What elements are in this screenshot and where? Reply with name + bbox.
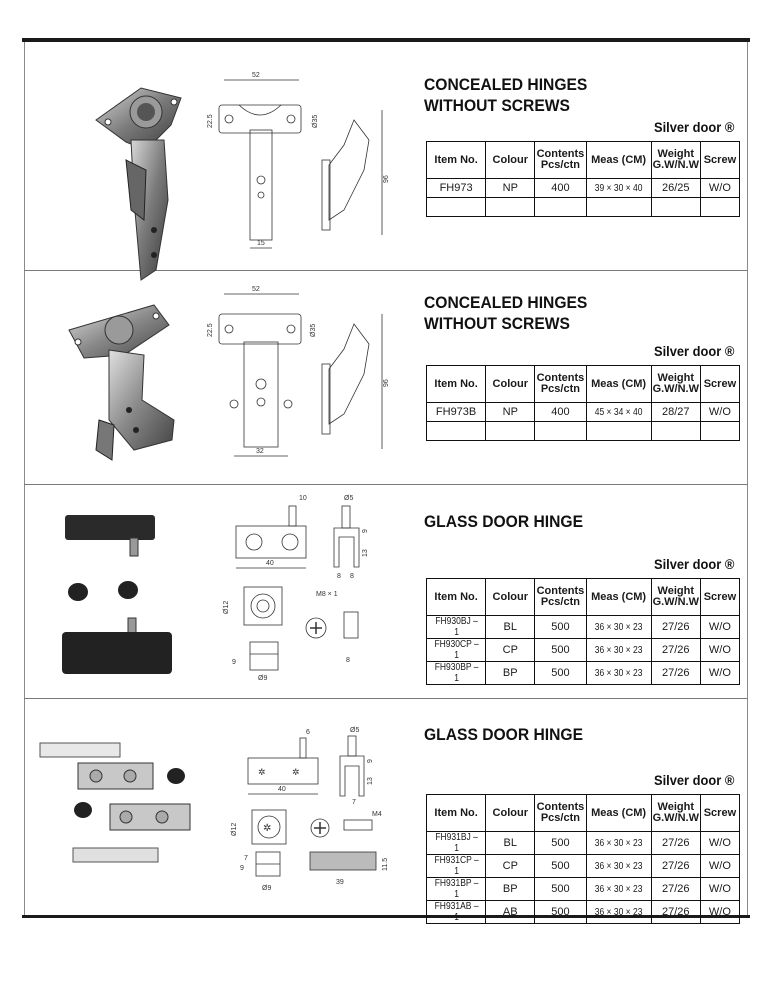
col-header: Meas (CM) — [586, 579, 651, 616]
table-cell: 28/27 — [651, 403, 700, 422]
table-cell: 500 — [535, 901, 586, 924]
dim-label: 39 — [336, 879, 344, 886]
table-cell: FH930CP – 1 — [431, 639, 481, 662]
table-cell: FH931CP – 1 — [431, 855, 481, 878]
product-section-fh930 — [24, 484, 748, 698]
table-cell — [486, 422, 535, 441]
table-cell — [486, 198, 535, 217]
table-cell: 36 × 30 × 23 — [591, 832, 646, 855]
table-cell: CP — [486, 855, 535, 878]
table-cell: 500 — [535, 616, 586, 639]
table-cell: 500 — [535, 855, 586, 878]
table-row — [427, 422, 740, 441]
table-cell: NP — [486, 179, 535, 198]
col-header: Item No. — [427, 142, 486, 179]
table-cell: CP — [486, 639, 535, 662]
table-cell: FH973 — [427, 179, 486, 198]
col-header: Meas (CM) — [586, 795, 651, 832]
table-cell: W/O — [700, 179, 739, 198]
product-section-fh973 — [24, 42, 748, 270]
product-section-fh931 — [24, 698, 748, 923]
dim-label: 7 — [352, 799, 356, 806]
col-header: Weight G.W/N.W — [651, 142, 700, 179]
dim-label: Ø35 — [310, 323, 317, 337]
hinge-photo — [64, 300, 204, 475]
section-title: GLASS DOOR HINGE — [424, 512, 584, 531]
table-cell — [427, 198, 486, 217]
table-cell — [427, 422, 486, 441]
table-cell: W/O — [700, 403, 739, 422]
table-cell — [586, 422, 651, 441]
spec-table — [426, 794, 740, 924]
table-cell: 36 × 30 × 23 — [591, 662, 646, 685]
dim-label: Ø9 — [258, 675, 268, 682]
dim-label: M4 — [372, 811, 382, 818]
table-cell: 27/26 — [651, 832, 700, 855]
spec-table — [426, 578, 740, 685]
table-cell: BL — [486, 616, 535, 639]
dim-label: 15 — [257, 240, 265, 247]
table-cell: W/O — [700, 901, 739, 924]
dim-label: 9 — [367, 759, 374, 763]
table-cell: W/O — [700, 832, 739, 855]
dim-label: 22.5 — [207, 323, 214, 337]
dim-label: 6 — [306, 729, 310, 736]
section-subtitle: Silver door ® — [653, 772, 734, 788]
table-cell: W/O — [700, 878, 739, 901]
table-cell — [700, 422, 739, 441]
spec-table — [426, 141, 740, 217]
dim-label: 96 — [383, 175, 390, 183]
table-cell: 36 × 30 × 23 — [591, 639, 646, 662]
table-cell: 500 — [535, 639, 586, 662]
dim-label: 22.5 — [207, 114, 214, 128]
product-section-fh973b — [24, 270, 748, 484]
col-header: Colour — [486, 142, 535, 179]
table-cell: 400 — [535, 403, 586, 422]
table-cell: NP — [486, 403, 535, 422]
table-cell: 500 — [535, 832, 586, 855]
col-header: Contents Pcs/ctn — [535, 366, 586, 403]
table-cell: BP — [486, 662, 535, 685]
dim-label: 7 — [244, 855, 248, 862]
table-cell: BL — [486, 832, 535, 855]
table-cell: 27/26 — [651, 639, 700, 662]
table-cell: 500 — [535, 878, 586, 901]
dim-label: 8 — [346, 657, 350, 664]
svg-text:✲: ✲ — [258, 767, 266, 777]
table-cell: AB — [486, 901, 535, 924]
table-row — [427, 901, 740, 924]
table-header-row — [427, 579, 740, 616]
table-cell: FH931BJ – 1 — [431, 832, 481, 855]
table-cell: W/O — [700, 662, 739, 685]
table-header-row — [427, 366, 740, 403]
col-header: Weight G.W/N.W — [651, 366, 700, 403]
section-subtitle: Silver door ® — [653, 556, 734, 572]
svg-text:✲: ✲ — [292, 767, 300, 777]
table-cell: 27/26 — [651, 662, 700, 685]
hinge-drawing — [204, 284, 404, 474]
table-row — [427, 855, 740, 878]
table-cell: W/O — [700, 616, 739, 639]
table-cell: 500 — [535, 662, 586, 685]
table-cell — [651, 422, 700, 441]
table-row — [427, 198, 740, 217]
table-cell: 36 × 30 × 23 — [591, 855, 646, 878]
table-cell: 26/25 — [651, 179, 700, 198]
section-title: CONCEALED HINGES WITHOUT SCREWS — [424, 293, 588, 333]
table-cell: W/O — [700, 855, 739, 878]
col-header: Screw — [700, 579, 739, 616]
col-header: Weight G.W/N.W — [651, 579, 700, 616]
table-cell — [586, 198, 651, 217]
svg-text:✲: ✲ — [263, 823, 272, 834]
col-header: Colour — [486, 795, 535, 832]
table-row — [427, 616, 740, 639]
dim-label: 9 — [232, 659, 236, 666]
table-row — [427, 662, 740, 685]
dim-label: M8 × 1 — [316, 591, 338, 598]
hinge-drawing — [204, 492, 404, 682]
table-cell: FH931AB – 1 — [431, 901, 481, 924]
col-header: Contents Pcs/ctn — [535, 142, 586, 179]
hinge-photo — [38, 738, 208, 878]
section-subtitle: Silver door ® — [653, 343, 734, 359]
dim-label: Ø12 — [231, 822, 238, 836]
table-header-row — [427, 142, 740, 179]
table-cell: W/O — [700, 639, 739, 662]
dim-label: Ø5 — [344, 495, 354, 502]
table-cell: FH930BJ – 1 — [431, 616, 481, 639]
col-header: Colour — [486, 579, 535, 616]
hinge-photo — [60, 510, 190, 685]
dim-label: 9 — [240, 865, 244, 872]
dim-label: Ø5 — [350, 727, 360, 734]
table-cell: 39 × 30 × 40 — [591, 179, 646, 198]
col-header: Meas (CM) — [586, 366, 651, 403]
dim-label: 9 — [362, 529, 369, 533]
dim-label: 8 — [337, 573, 341, 580]
dim-label: 52 — [252, 286, 260, 293]
table-cell: 27/26 — [651, 855, 700, 878]
dim-label: 32 — [256, 448, 264, 455]
dim-label: Ø12 — [223, 600, 230, 614]
col-header: Contents Pcs/ctn — [535, 795, 586, 832]
table-cell — [700, 198, 739, 217]
dim-label: 52 — [252, 72, 260, 79]
dim-label: 96 — [383, 379, 390, 387]
table-cell: FH973B — [427, 403, 486, 422]
table-cell: 27/26 — [651, 616, 700, 639]
hinge-drawing — [204, 70, 404, 260]
col-header: Meas (CM) — [586, 142, 651, 179]
dim-label: Ø35 — [312, 114, 319, 128]
table-cell — [535, 198, 586, 217]
table-row — [427, 179, 740, 198]
table-row — [427, 832, 740, 855]
dim-label: 13 — [367, 777, 374, 785]
section-title: GLASS DOOR HINGE — [424, 725, 584, 744]
col-header: Item No. — [427, 795, 486, 832]
table-header-row — [427, 795, 740, 832]
table-row — [427, 403, 740, 422]
col-header: Screw — [700, 142, 739, 179]
dim-label: 40 — [278, 786, 286, 793]
table-row — [427, 878, 740, 901]
table-cell — [535, 422, 586, 441]
section-title: CONCEALED HINGES WITHOUT SCREWS — [424, 75, 588, 115]
hinge-photo — [86, 80, 206, 290]
table-cell: 45 × 34 × 40 — [591, 403, 646, 422]
dim-label: 40 — [266, 560, 274, 567]
table-cell: 27/26 — [651, 901, 700, 924]
table-cell — [651, 198, 700, 217]
table-cell: 36 × 30 × 23 — [591, 878, 646, 901]
table-cell: FH931BP – 1 — [431, 878, 481, 901]
table-cell: 400 — [535, 179, 586, 198]
col-header: Weight G.W/N.W — [651, 795, 700, 832]
col-header: Screw — [700, 795, 739, 832]
dim-label: 11.5 — [382, 857, 389, 871]
spec-table — [426, 365, 740, 441]
col-header: Item No. — [427, 366, 486, 403]
dim-label: Ø9 — [262, 885, 272, 892]
table-cell: 36 × 30 × 23 — [591, 616, 646, 639]
table-cell: 27/26 — [651, 878, 700, 901]
dim-label: 10 — [299, 495, 307, 502]
table-cell: 36 × 30 × 23 — [591, 901, 646, 924]
col-header: Contents Pcs/ctn — [535, 579, 586, 616]
dim-label: 8 — [350, 573, 354, 580]
table-row — [427, 639, 740, 662]
dim-label: 13 — [362, 549, 369, 557]
hinge-drawing — [212, 724, 407, 899]
table-cell: FH930BP – 1 — [431, 662, 481, 685]
col-header: Screw — [700, 366, 739, 403]
col-header: Colour — [486, 366, 535, 403]
table-cell: BP — [486, 878, 535, 901]
col-header: Item No. — [427, 579, 486, 616]
section-subtitle: Silver door ® — [653, 119, 734, 135]
